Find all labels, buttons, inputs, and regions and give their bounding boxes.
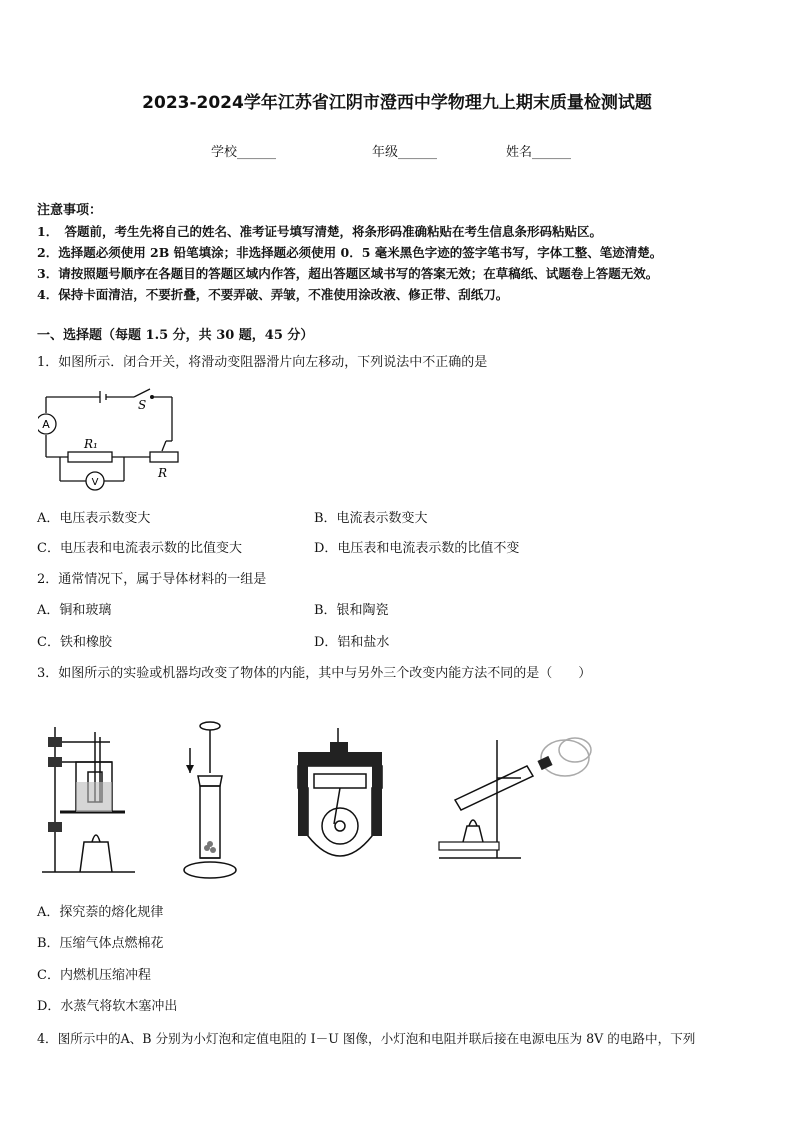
q3-engine-compression-figure: [290, 726, 390, 871]
voltmeter-label: V: [91, 477, 99, 488]
q2-stem: 2．通常情况下，属于导体材料的一组是: [37, 572, 267, 587]
q3-option-c[interactable]: C．内燃机压缩冲程: [37, 968, 151, 983]
section-heading: 一、选择题（每题 1.5 分，共 30 题，45 分）: [37, 328, 314, 343]
q1-option-c[interactable]: C．电压表和电流表示数的比值变大: [37, 541, 242, 556]
notice-heading: 注意事项：: [37, 203, 103, 218]
q3-option-d[interactable]: D．水蒸气将软木塞冲出: [37, 999, 178, 1014]
notice-item-2: 2．选择题必须使用 2B 铅笔填涂；非选择题必须使用 0．5 毫米黑色字迹的签字笔书写，字体工整、笔迹清楚。: [37, 245, 663, 260]
q3-option-a[interactable]: A．探究萘的熔化规律: [37, 905, 164, 920]
q2-option-a[interactable]: A．铜和玻璃: [37, 603, 112, 618]
q3-melting-apparatus-figure: [40, 722, 140, 882]
q1-option-d[interactable]: D．电压表和电流表示数的比值不变: [314, 541, 520, 556]
notice-item-3: 3．请按照题号顺序在各题目的答题区域内作答，超出答题区域书写的答案无效；在草稿纸、试题卷上答题无效。: [37, 266, 659, 281]
name-field[interactable]: 姓名______: [506, 145, 572, 160]
q3-fire-syringe-figure: [180, 718, 240, 883]
r-label: R: [158, 466, 168, 480]
q1-option-a[interactable]: A．电压表示数变大: [37, 511, 151, 526]
q3-option-b[interactable]: B．压缩气体点燃棉花: [37, 936, 164, 951]
school-field[interactable]: 学校______: [211, 145, 277, 160]
q1-option-b[interactable]: B．电流表示数变大: [314, 511, 428, 526]
q3-steam-cork-figure: [435, 730, 595, 870]
ammeter-label: A: [42, 418, 50, 431]
r1-label: R₁: [84, 437, 98, 451]
notice-item-4: 4．保持卡面清洁，不要折叠，不要弄破、弄皱，不准使用涂改液、修正带、刮纸刀。: [37, 287, 509, 302]
page-title: 2023-2024学年江苏省江阴市澄西中学物理九上期末质量检测试题: [142, 93, 652, 113]
q3-stem: 3．如图所示的实验或机器均改变了物体的内能，其中与另外三个改变内能方法不同的是（ ）: [37, 666, 592, 681]
switch-label: S: [138, 398, 147, 412]
q4-stem: 4．图所示中的A、B 分别为小灯泡和定值电阻的 I－U 图像，小灯泡和电阻并联后接在电源电压为 8V 的电路中，下列: [37, 1031, 696, 1046]
q2-option-d[interactable]: D．铝和盐水: [314, 635, 390, 650]
q1-stem: 1．如图所示．闭合开关，将滑动变阻器滑片向左移动，下列说法中不正确的是: [37, 355, 488, 370]
q1-circuit-diagram: [38, 385, 188, 495]
q2-option-c[interactable]: C．铁和橡胶: [37, 635, 112, 650]
grade-field[interactable]: 年级______: [372, 145, 438, 160]
q2-option-b[interactable]: B．银和陶瓷: [314, 603, 389, 618]
notice-item-1: 1． 答题前，考生先将自己的姓名、准考证号填写清楚，将条形码准确粘贴在考生信息条形码粘贴区。: [37, 224, 602, 239]
